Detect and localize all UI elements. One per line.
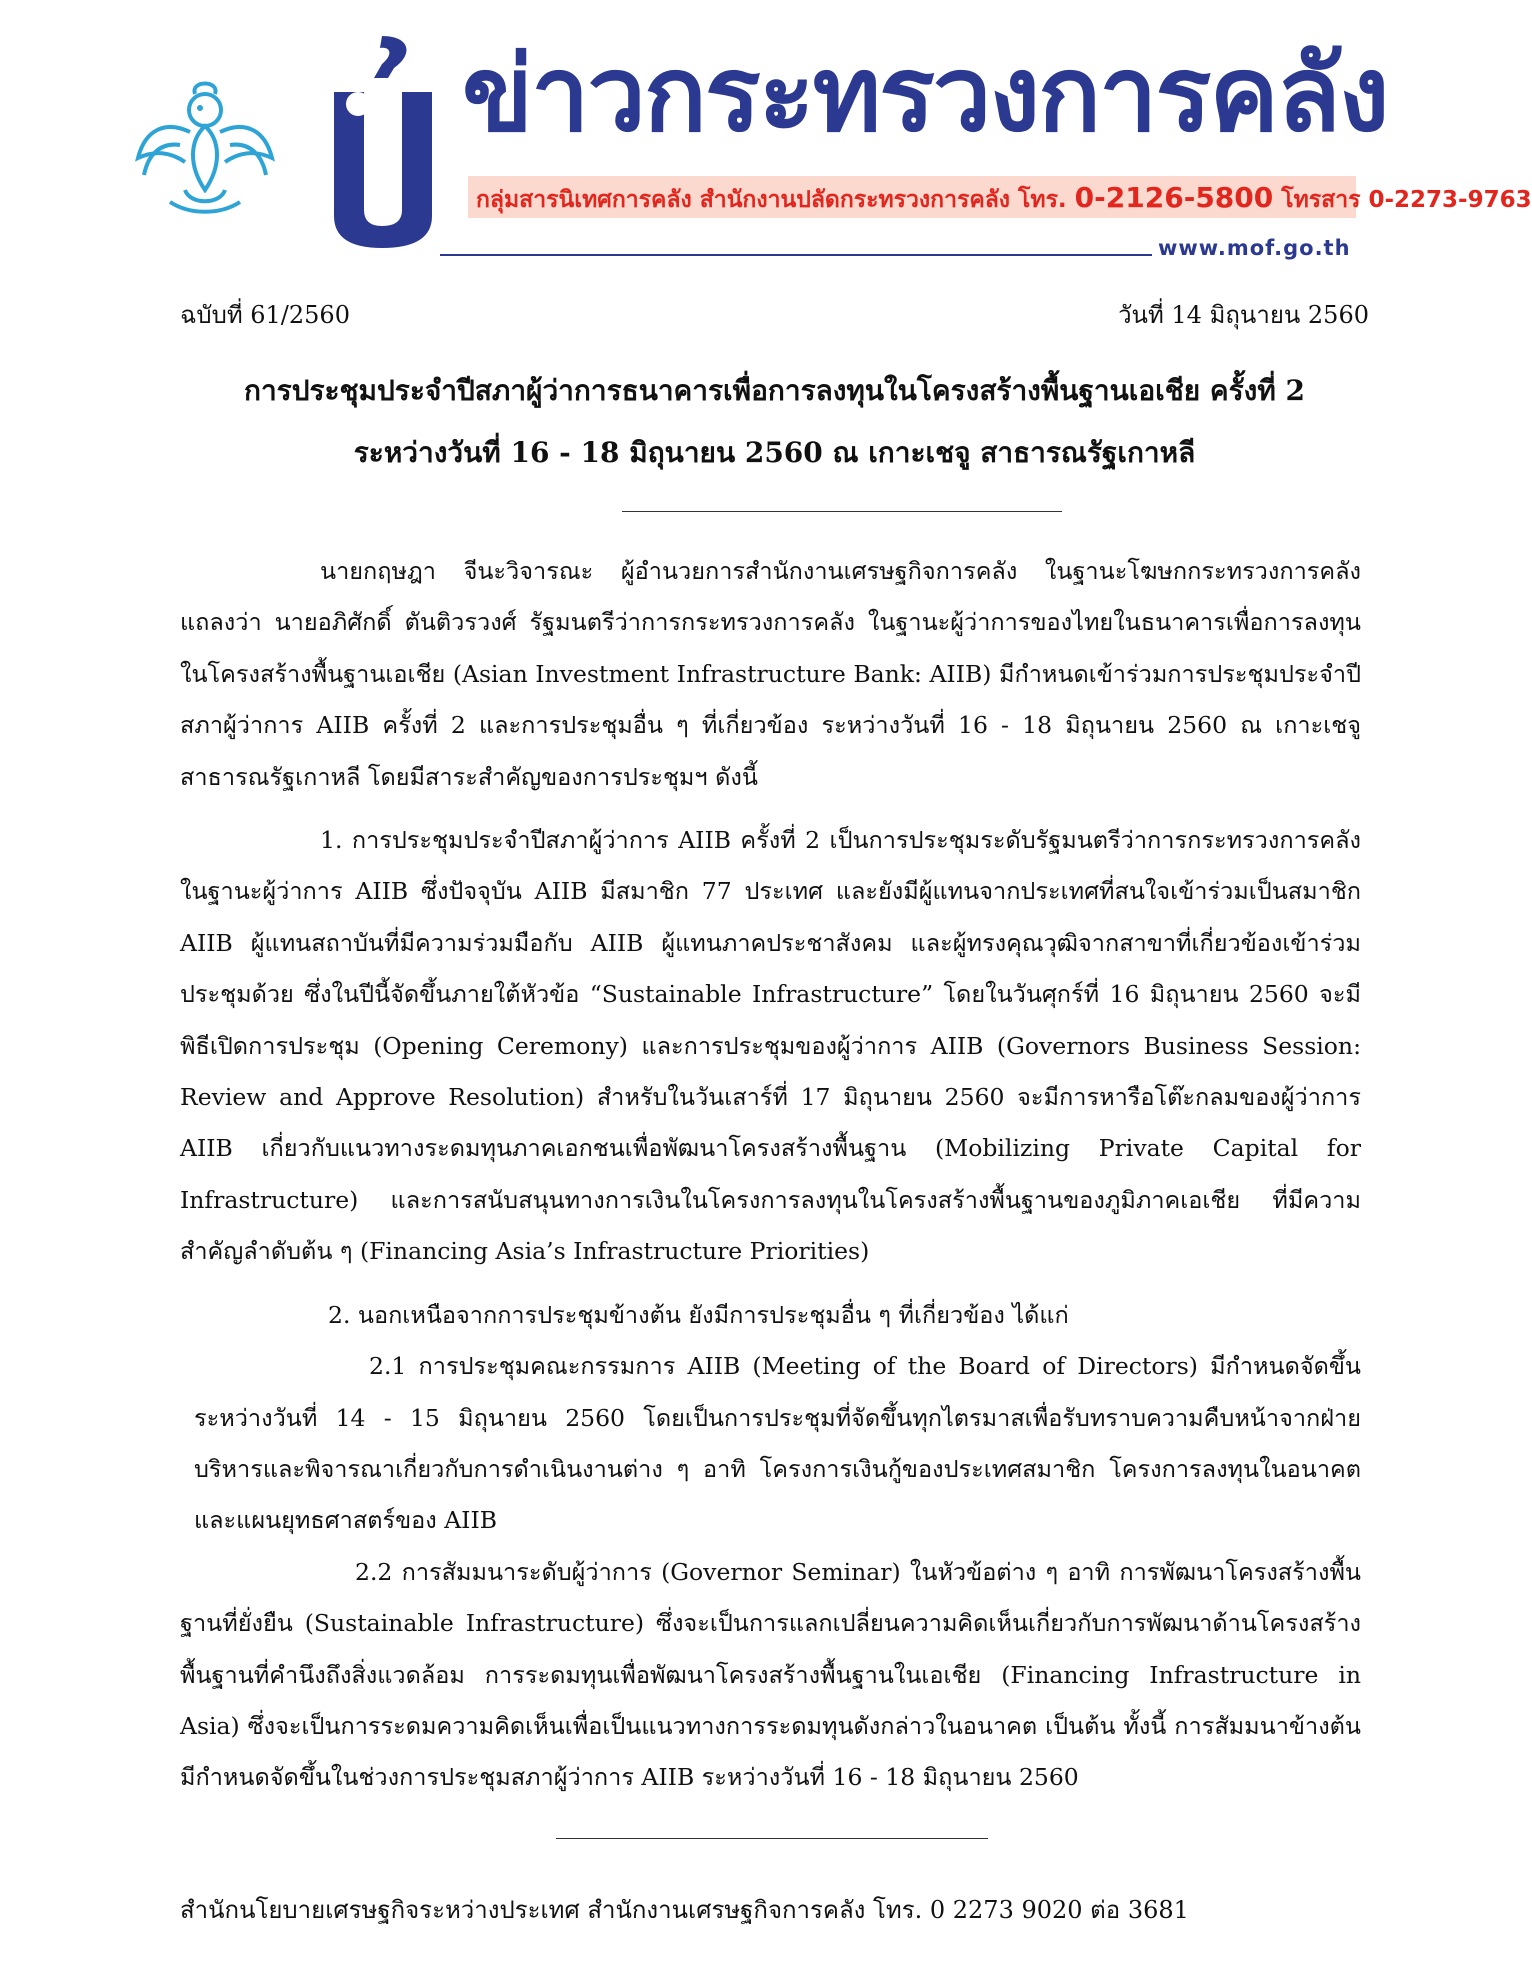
- body-separator: [556, 1838, 988, 1839]
- letterhead: [0, 0, 1532, 270]
- item-2-heading: 2. นอกเหนือจากการประชุมข้างต้น ยังมีการประชุมอื่น ๆ ที่เกี่ยวข้อง ได้แก่: [328, 1300, 1069, 1329]
- issue-date: วันที่ 14 มิถุนายน 2560: [1118, 301, 1369, 329]
- title-line-2: ระหว่างวันที่ 16 - 18 มิถุนายน 2560 ณ เกาะเชจู สาธารณรัฐเกาหลี: [353, 436, 1196, 469]
- intro-paragraph: นายกฤษฎา จีนะวิจารณะ ผู้อำนวยการสำนักงานเศรษฐกิจการคลัง ในฐานะโฆษกกระทรวงการคลัง แถลงว่า นายอภิศักดิ์ ตันติวรวงศ์ รัฐมนตรีว่าการกระทรวงการคลัง ในฐานะผู้ว่าการของไทยในธนาคารเพื่อการลงทุนในโครงสร้างพื้นฐานเอเชีย (Asian Investment Infrastructure Bank: AIIB) มีกำหนดเข้าร่วมการประชุมประจำปีสภาผู้ว่าการ AIIB ครั้งที่ 2 และการประชุมอื่น ๆ ที่เกี่ยวข้อง ระหว่างวันที่ 16 - 18 มิถุนายน 2560 ณ เกาะเชจู สาธารณรัฐเกาหลี โดยมีสาระสำคัญของการประชุมฯ ดังนี้: [180, 557, 1361, 791]
- title-separator: [622, 511, 1062, 512]
- band-department: กลุ่มสารนิเทศการคลัง สำนักงานปลัดกระทรวงการคลัง โทร.: [476, 187, 1067, 213]
- band-phone: 0-2126-5800: [1074, 181, 1274, 214]
- website-link[interactable]: www.mof.go.th: [1158, 236, 1351, 260]
- band-fax: โทรสาร 0-2273-9763: [1281, 187, 1532, 213]
- brand-title: ข่าวกระทรวงการคลัง: [462, 33, 1388, 155]
- title-line-1: การประชุมประจำปีสภาผู้ว่าการธนาคารเพื่อการลงทุนในโครงสร้างพื้นฐานเอเชีย ครั้งที่ 2: [243, 374, 1306, 407]
- item-2-1-paragraph: 2.1 การประชุมคณะกรรมการ AIIB (Meeting of the Board of Directors) มีกำหนดจัดขึ้นระหว่างวันที่ 14 - 15 มิถุนายน 2560 โดยเป็นการประชุมที่จัดขึ้นทุกไตรมาสเพื่อรับทราบความคืบหน้าจากฝ่ายบริหารและพิจารณาเกี่ยวกับการดำเนินงานต่าง ๆ อาทิ โครงการเงินกู้ของประเทศสมาชิก โครงการลงทุนในอนาคตและแผนยุทธศาสตร์ของ AIIB: [194, 1352, 1361, 1535]
- item-2-2-paragraph: 2.2 การสัมมนาระดับผู้ว่าการ (Governor Seminar) ในหัวข้อต่าง ๆ อาทิ การพัฒนาโครงสร้างพื้นฐานที่ยั่งยืน (Sustainable Infrastructure) ซึ่งจะเป็นการแลกเปลี่ยนความคิดเห็นเกี่ยวกับการพัฒนาด้านโครงสร้างพื้นฐานที่คำนึงถึงสิ่งแวดล้อม การระดมทุนเพื่อพัฒนาโครงสร้างพื้นฐานในเอเชีย (Financing Infrastructure in Asia) ซึ่งจะเป็นการระดมความคิดเห็นเพื่อเป็นแนวทางการระดมทุนดังกล่าวในอนาคต เป็นต้น ทั้งนี้ การสัมมนาข้างต้นมีกำหนดจัดขึ้นในช่วงการประชุมสภาผู้ว่าการ AIIB ระหว่างวันที่ 16 - 18 มิถุนายน 2560: [180, 1557, 1361, 1792]
- garuda-emblem-icon: [130, 70, 280, 220]
- header-rule: [440, 254, 1152, 256]
- item-1-paragraph: 1. การประชุมประจำปีสภาผู้ว่าการ AIIB ครั้งที่ 2 เป็นการประชุมระดับรัฐมนตรีว่าการกระทรวงการคลังในฐานะผู้ว่าการ AIIB ซึ่งปัจจุบัน AIIB มีสมาชิก 77 ประเทศ และยังมีผู้แทนจากประเทศที่สนใจเข้าร่วมเป็นสมาชิก AIIB ผู้แทนสถาบันที่มีความร่วมมือกับ AIIB ผู้แทนภาคประชาสังคม และผู้ทรงคุณวุฒิจากสาขาที่เกี่ยวข้องเข้าร่วมประชุมด้วย ซึ่งในปีนี้จัดขึ้นภายใต้หัวข้อ “Sustainable Infrastructure” โดยในวันศุกร์ที่ 16 มิถุนายน 2560 จะมีพิธีเปิดการประชุม (Opening Ceremony) และการประชุมของผู้ว่าการ AIIB (Governors Business Session: Review and Approve Resolution) สำหรับในวันเสาร์ที่ 17 มิถุนายน 2560 จะมีการหารือโต๊ะกลมของผู้ว่าการ AIIB เกี่ยวกับแนวทางระดมทุนภาคเอกชนเพื่อพัฒนาโครงสร้างพื้นฐาน (Mobilizing Private Capital for Infrastructure) และการสนับสนุนทางการเงินในโครงการลงทุนในโครงสร้างพื้นฐานของภูมิภาคเอเชีย ที่มีความสำคัญลำดับต้น ๆ (Financing Asia’s Infrastructure Priorities): [180, 826, 1361, 1266]
- brand-letter-mark: [324, 30, 442, 250]
- contact-band-text: [476, 178, 1532, 218]
- press-body: [180, 546, 1361, 1804]
- press-title: [180, 360, 1369, 484]
- issue-number: ฉบับที่ 61/2560: [180, 301, 350, 329]
- footer-contact: สำนักนโยบายเศรษฐกิจระหว่างประเทศ สำนักงานเศรษฐกิจการคลัง โทร. 0 2273 9020 ต่อ 3681: [180, 1896, 1189, 1924]
